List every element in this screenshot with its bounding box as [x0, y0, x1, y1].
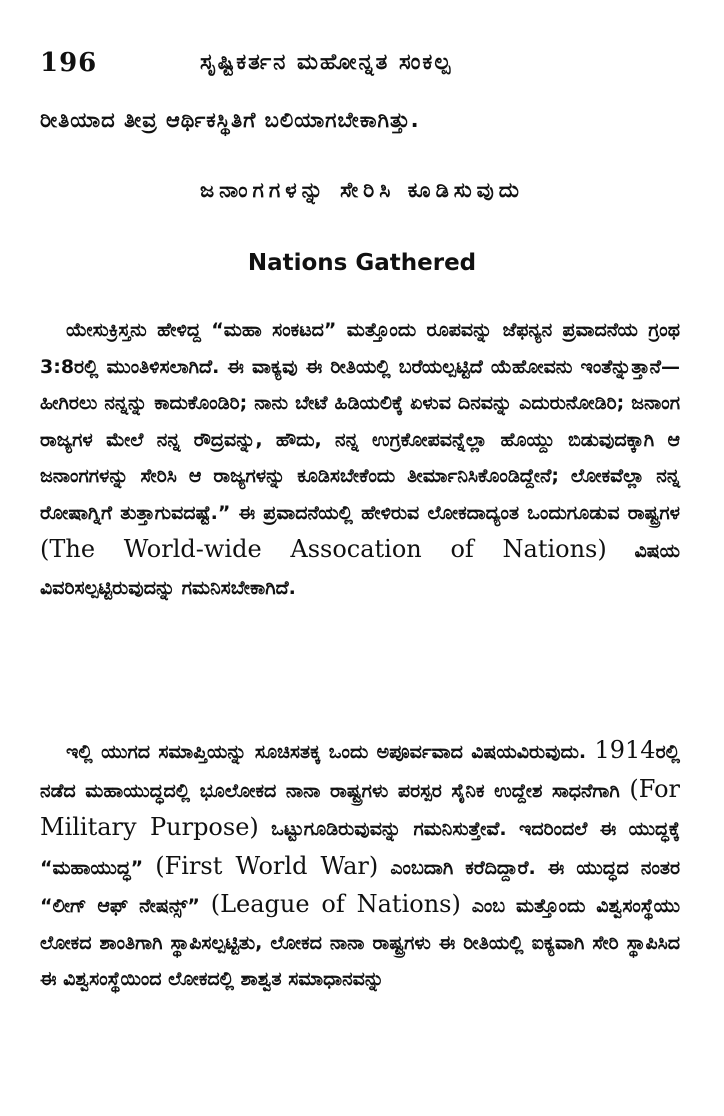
page-number: 196 [40, 48, 98, 78]
paragraph-2-english-1: (For Military Purpose) [40, 774, 681, 841]
section-heading-english: Nations Gathered [247, 250, 477, 276]
paragraph-2-english-3: (League of Nations) [210, 890, 461, 918]
paragraph-1-text-a: ಯೇಸುಕ್ರಿಸ್ತನು ಹೇಳಿದ್ದ “ಮಹಾ ಸಂಕಟದ” ಮತ್ತೊಂದು ರೂಪವನ್ನು ಜೆಫನ್ಯನ ಪ್ರವಾದನೆಯ ಗ್ರಂಥ 3:8ರಲ್ಲಿ ಮುಂತಿಳಿಸಲಾಗಿದೆ. ಈ ವಾಕ್ಯವು ಈ ರೀತಿಯಲ್ಲಿ ಬರೆಯಲ್ಪಟ್ಟಿದೆ ಯೆಹೋವನು ಇಂತೆನ್ನುತ್ತಾನೆ— ಹೀಗಿರಲು ನನ್ನನ್ನು ಕಾದುಕೊಂಡಿರಿ; ನಾನು ಬೇಟೆ ಹಿಡಿಯಲಿಕ್ಕೆ ಏಳುವ ದಿನವನ್ನು ಎದುರುನೋಡಿರಿ; ಜನಾಂಗ ರಾಜ್ಯಗಳ ಮೇಲೆ ನನ್ನ ರೌದ್ರವನ್ನು, ಹೌದು, ನನ್ನ ಉಗ್ರಕೋಪವನ್ನೆಲ್ಲಾ ಹೊಯ್ದು ಬಿಡುವುದಕ್ಕಾಗಿ ಆ ಜನಾಂಗಗಳನ್ನು ಸೇರಿಸಿ ಆ ರಾಜ್ಯಗಳನ್ನು ಕೂಡಿಸಬೇಕೆಂದು ತೀರ್ಮಾನಿಸಿಕೊಂಡಿದ್ದೇನೆ; ಲೋಕವೆಲ್ಲಾ ನನ್ನ ರೋಷಾಗ್ನಿಗೆ ತುತ್ತಾಗುವದಷ್ಟೆ.” ಈ ಪ್ರವಾದನೆಯಲ್ಲಿ ಹೇಳಿರುವ ಲೋಕದಾದ್ಯಂತ ಒಂದುಗೂಡುವ ರಾಷ್ಟ್ರಗಳ [40, 319, 680, 524]
carry-over-line: ರೀತಿಯಾದ ತೀವ್ರ ಆರ್ಥಿಕಸ್ಥಿತಿಗೆ ಬಲಿಯಾಗಬೇಕಾಗಿತ್ತು. [40, 108, 420, 132]
paragraph-1 [40, 312, 680, 606]
paragraph-2-text-c: ಒಟ್ಟುಗೂಡಿರುವುವನ್ನು ಗಮನಿಸುತ್ತೇವೆ. ಇದರಿಂದಲೆ ಈ ಯುದ್ಧಕ್ಕೆ “ಮಹಾಯುದ್ಧ” [40, 818, 680, 879]
paragraph-2-text-a: ಇಲ್ಲಿ ಯುಗದ ಸಮಾಪ್ತಿಯನ್ನು ಸೂಚಿಸತಕ್ಕ ಒಂದು ಅಪೂರ್ವವಾದ ವಿಷಯವಿರುವುದು. [66, 741, 587, 763]
page-header [40, 44, 680, 84]
paragraph-2-text-d: ಎಂಬದಾಗಿ ಕರೆದಿದ್ದಾರೆ. ಈ ಯುದ್ಧದ ನಂತರ “ಲೀಗ್ ಆಫ್ ನೇಷನ್ಸ್” [40, 856, 680, 917]
section-heading-kannada: ಜನಾಂಗಗಳನ್ನು ಸೇರಿಸಿ ಕೂಡಿಸುವುದು [200, 178, 524, 202]
paragraph-2-year: 1914 [594, 736, 656, 764]
paragraph-2 [40, 732, 680, 998]
paragraph-2-text-b: ರಲ್ಲಿ ನಡೆದ ಮಹಾಯುದ್ಧದಲ್ಲಿ ಭೂಲೋಕದ ನಾನಾ ರಾಷ್ಟ್ರಗಳು ಪರಸ್ಪರ ಸೈನಿಕ ಉದ್ದೇಶ ಸಾಧನೆಗಾಗಿ [40, 741, 680, 802]
running-title: ಸೃಷ್ಟಿಕರ್ತನ ಮಹೋನ್ನತ ಸಂಕಲ್ಪ [200, 50, 453, 75]
paragraph-1-english-phrase: (The World-wide Assocation of Nations) [40, 535, 607, 563]
paragraph-1-text-b: ವಿಷಯ ವಿವರಿಸಲ್ಪಟ್ಟಿರುವುದನ್ನು ಗಮನಿಸಬೇಕಾಗಿದೆ. [40, 540, 680, 599]
paragraph-2-text-e: ಎಂಬ ಮತ್ತೊಂದು ವಿಶ್ವಸಂಸ್ಥೆಯು ಲೋಕದ ಶಾಂತಿಗಾಗಿ ಸ್ಥಾಪಿಸಲ್ಪಟ್ಟಿತು, ಲೋಕದ ನಾನಾ ರಾಷ್ಟ್ರಗಳು ಈ ರೀತಿಯಲ್ಲಿ ಐಕ್ಯವಾಗಿ ಸೇರಿ ಸ್ಥಾಪಿಸಿದ ಈ ವಿಶ್ವಸಂಸ್ಥೆಯಿಂದ ಲೋಕದಲ್ಲಿ ಶಾಶ್ವತ ಸಮಾಧಾನವನ್ನು [40, 895, 680, 990]
paragraph-2-english-2: (First World War) [155, 851, 379, 880]
